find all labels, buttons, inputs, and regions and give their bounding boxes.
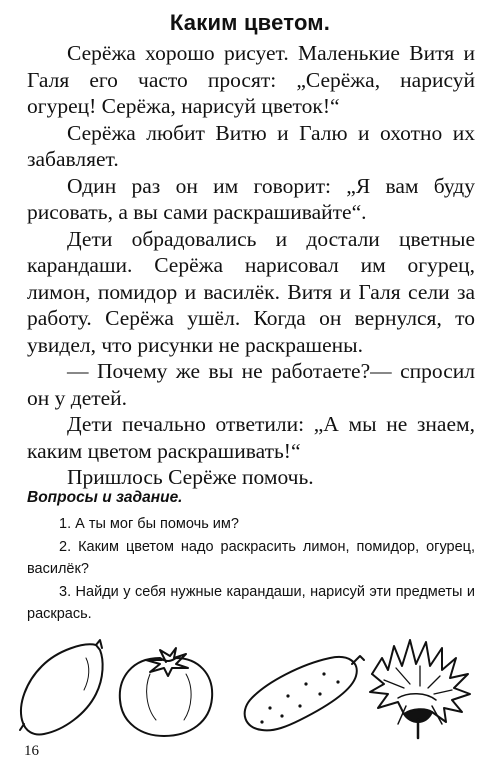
story-paragraph: Пришлось Серёже помочь.: [67, 465, 314, 489]
story-paragraph: Один раз он им говорит: „Я вам буду рисовать, а вы сами раскрашивайте“.: [27, 173, 475, 224]
story-paragraph: Дети обрадовались и достали цветные карандаши. Серёжа нарисовал им огурец, лимон, помидор и василёк. Витя и Галя сели за работу. Серёжа ушёл. Когда он вернулся, то увидел, что рисунки не раскрашены.: [27, 226, 475, 357]
illustrations-row: [0, 628, 500, 740]
tomato-illustration: [120, 648, 212, 736]
question-item: 1. А ты мог бы помочь им?: [59, 516, 239, 532]
story-paragraph: — Почему же вы не работаете?— спросил он у детей.: [27, 359, 475, 410]
lemon-illustration: [20, 640, 103, 734]
story-text: [27, 40, 475, 491]
cucumber-illustration: [245, 656, 364, 730]
page-number: 16: [24, 743, 39, 759]
questions-heading: Вопросы и задание.: [27, 489, 183, 506]
question-item: 2. Каким цветом надо раскрасить лимон, помидор, огурец, василёк?: [27, 538, 475, 577]
story-paragraph: Серёжа хорошо рисует. Маленькие Витя и Галя его часто просят: „Серёжа, нарисуй огурец! Серёжа, нарисуй цветок!“: [27, 41, 475, 118]
cornflower-illustration: [370, 640, 470, 738]
story-paragraph: Дети печально ответили: „А мы не знаем, каким цветом раскрашивать!“: [27, 412, 475, 463]
question-item: 3. Найди у себя нужные карандаши, нарисуй эти предметы и раскрась.: [27, 583, 475, 622]
story-paragraph: Серёжа любит Витю и Галю и охотно их забавляет.: [27, 120, 475, 171]
questions-list: [27, 513, 475, 626]
page-title: Каким цветом.: [169, 10, 331, 35]
